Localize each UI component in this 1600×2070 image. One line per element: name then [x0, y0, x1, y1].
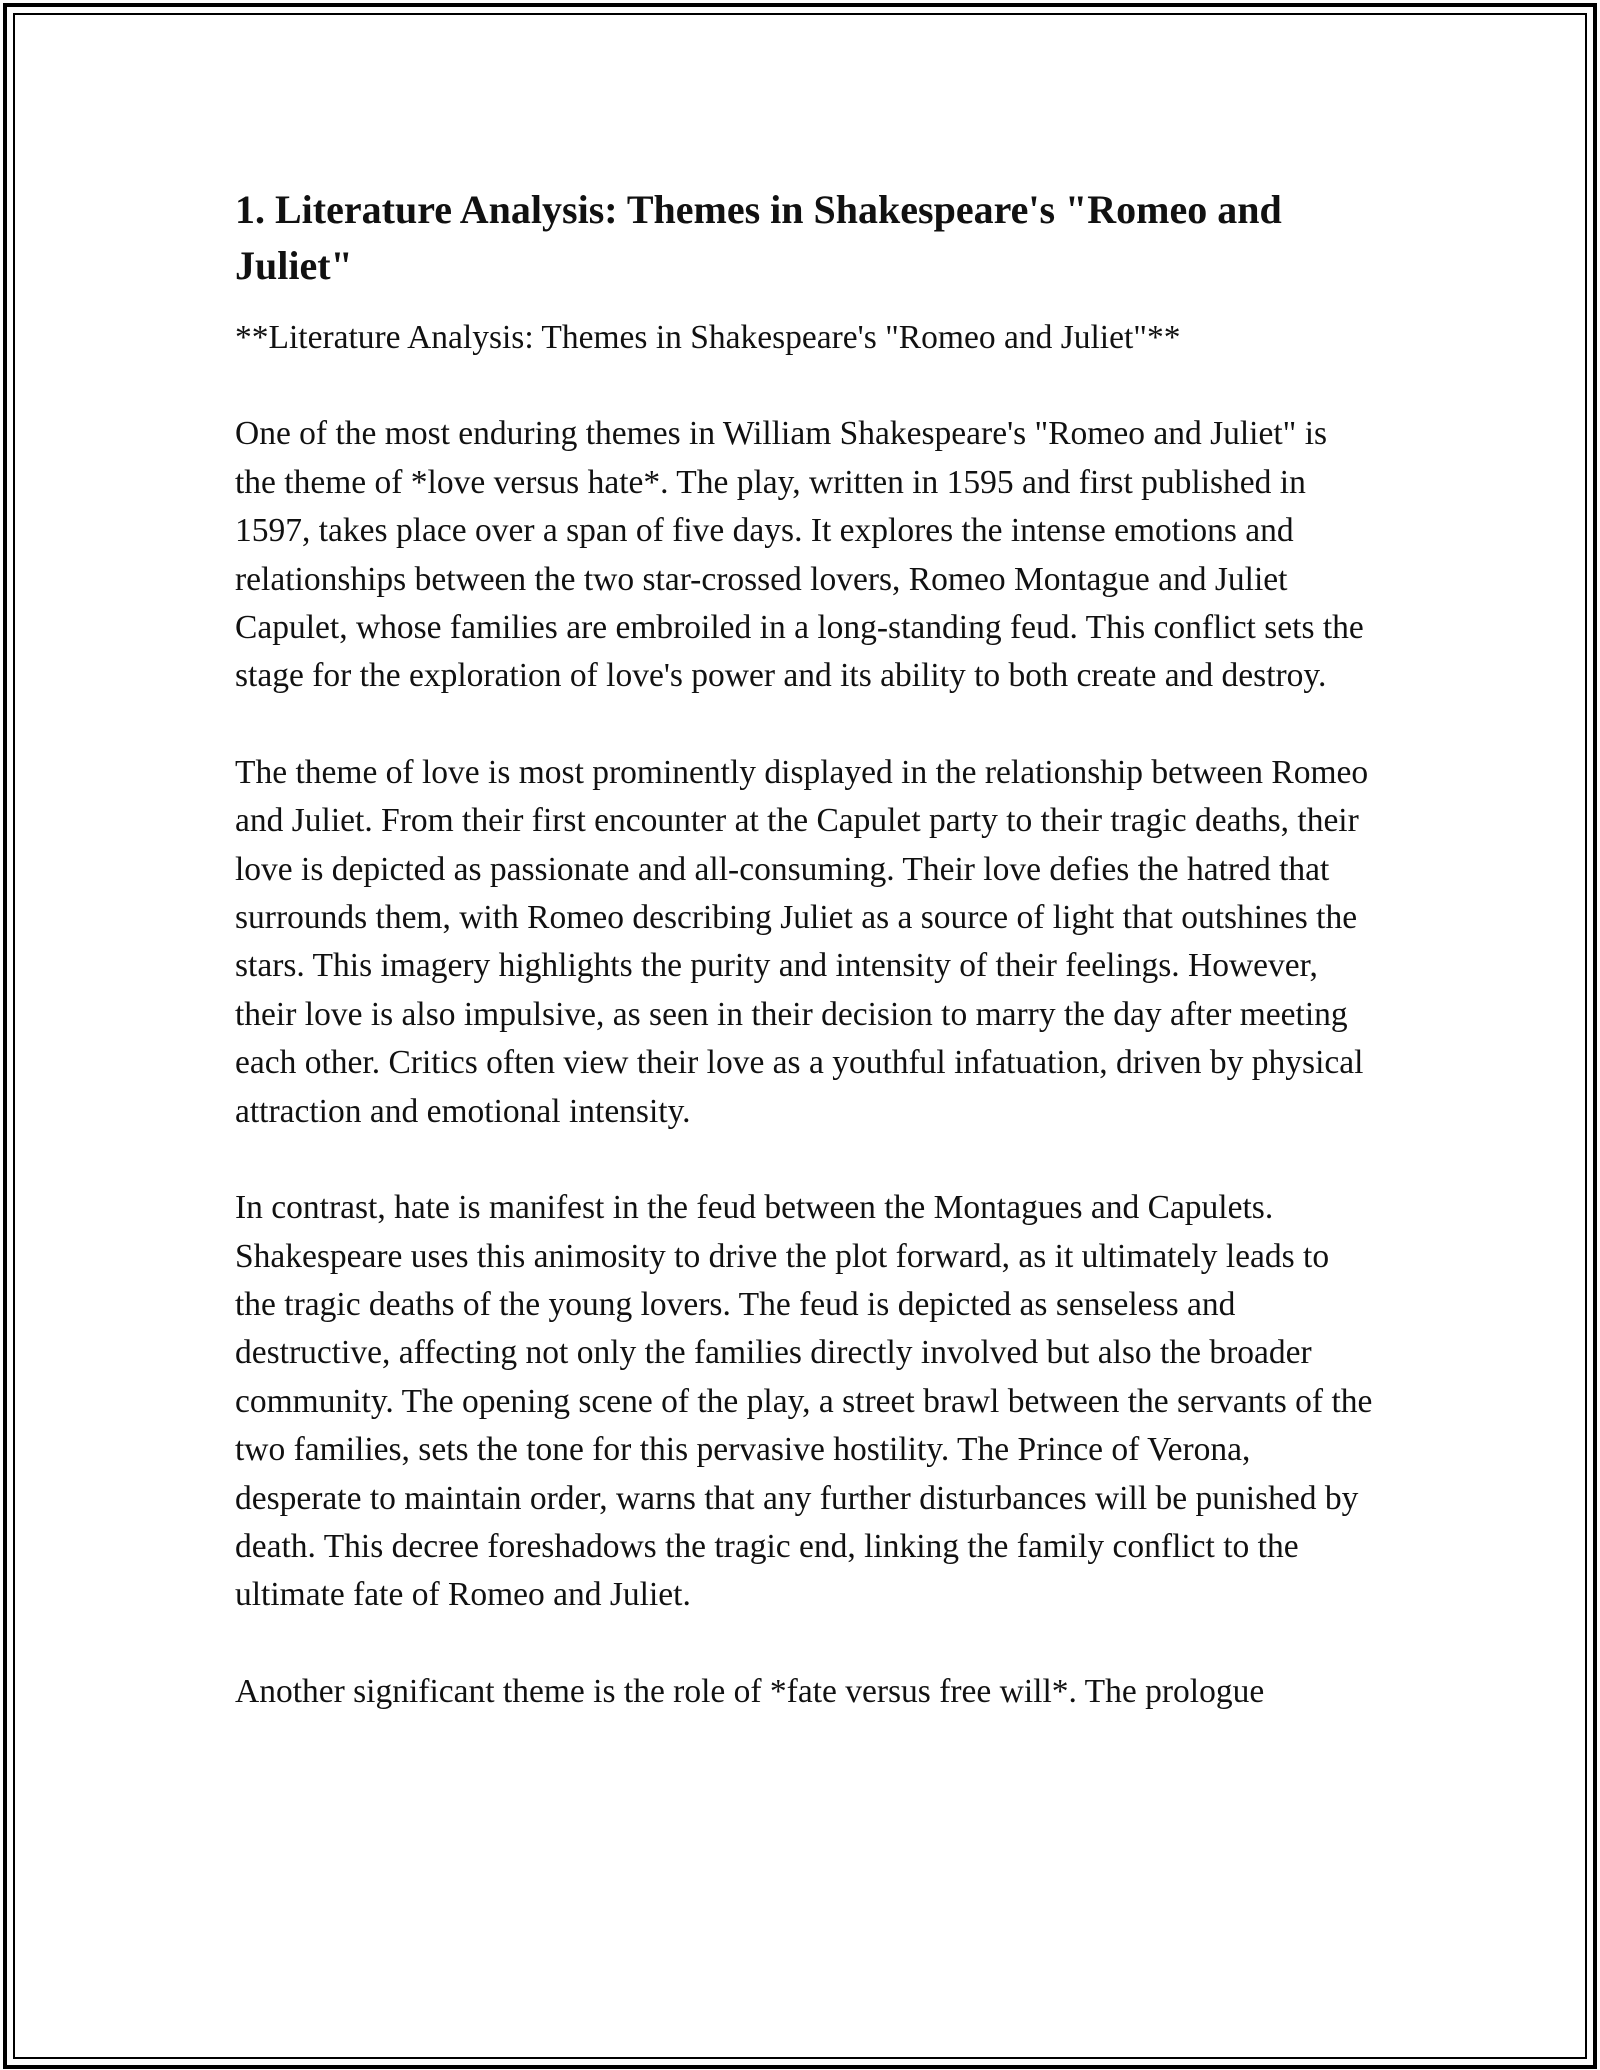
- document-heading: 1. Literature Analysis: Themes in Shakespeare's "Romeo and Juliet": [235, 187, 1282, 288]
- paragraph-love-vs-hate: One of the most enduring themes in William Shakespeare's "Romeo and Juliet" is the theme of *love versus hate*. The play, written in 1595 and first published in 1597, takes place over a span of five days. It explores the intense emotions and relationships between the two star-crossed lovers, Romeo Montague and Juliet Capulet, whose families are embroiled in a long-standing feud. This conflict sets the stage for the exploration of love's power and its ability to both create and destroy.: [235, 415, 1364, 695]
- paragraph-theme-of-love: The theme of love is most prominently displayed in the relationship between Romeo and Juliet. From their first encounter at the Capulet party to their tragic deaths, their love is depicted as passionate and all-consuming. Their love defies the hatred that surrounds them, with Romeo describing Juliet as a source of light that outshines the stars. This imagery highlights the purity and intensity of their feelings. However, their love is also impulsive, as seen in their decision to marry the day after meeting each other. Critics often view their love as a youthful infatuation, driven by physical attraction and emotional intensity.: [235, 753, 1369, 1130]
- document-body: [235, 182, 1375, 1764]
- paragraph-theme-of-hate: In contrast, hate is manifest in the feud between the Montagues and Capulets. Shakespeare uses this animosity to drive the plot forward, as it ultimately leads to the tragic deaths of the young lovers. The feud is depicted as senseless and destructive, affecting not only the families directly involved but also the broader community. The opening scene of the play, a street brawl between the servants of the two families, sets the tone for this pervasive hostility. The Prince of Verona, desperate to maintain order, warns that any further disturbances will be punished by death. This decree foreshadows the tragic end, linking the family conflict to the ultimate fate of Romeo and Juliet.: [235, 1189, 1373, 1614]
- paragraph-fate-vs-free-will: Another significant theme is the role of *fate versus free will*. The prologue: [235, 1672, 1265, 1710]
- document-subtitle: **Literature Analysis: Themes in Shakespeare's "Romeo and Juliet"**: [235, 319, 1181, 356]
